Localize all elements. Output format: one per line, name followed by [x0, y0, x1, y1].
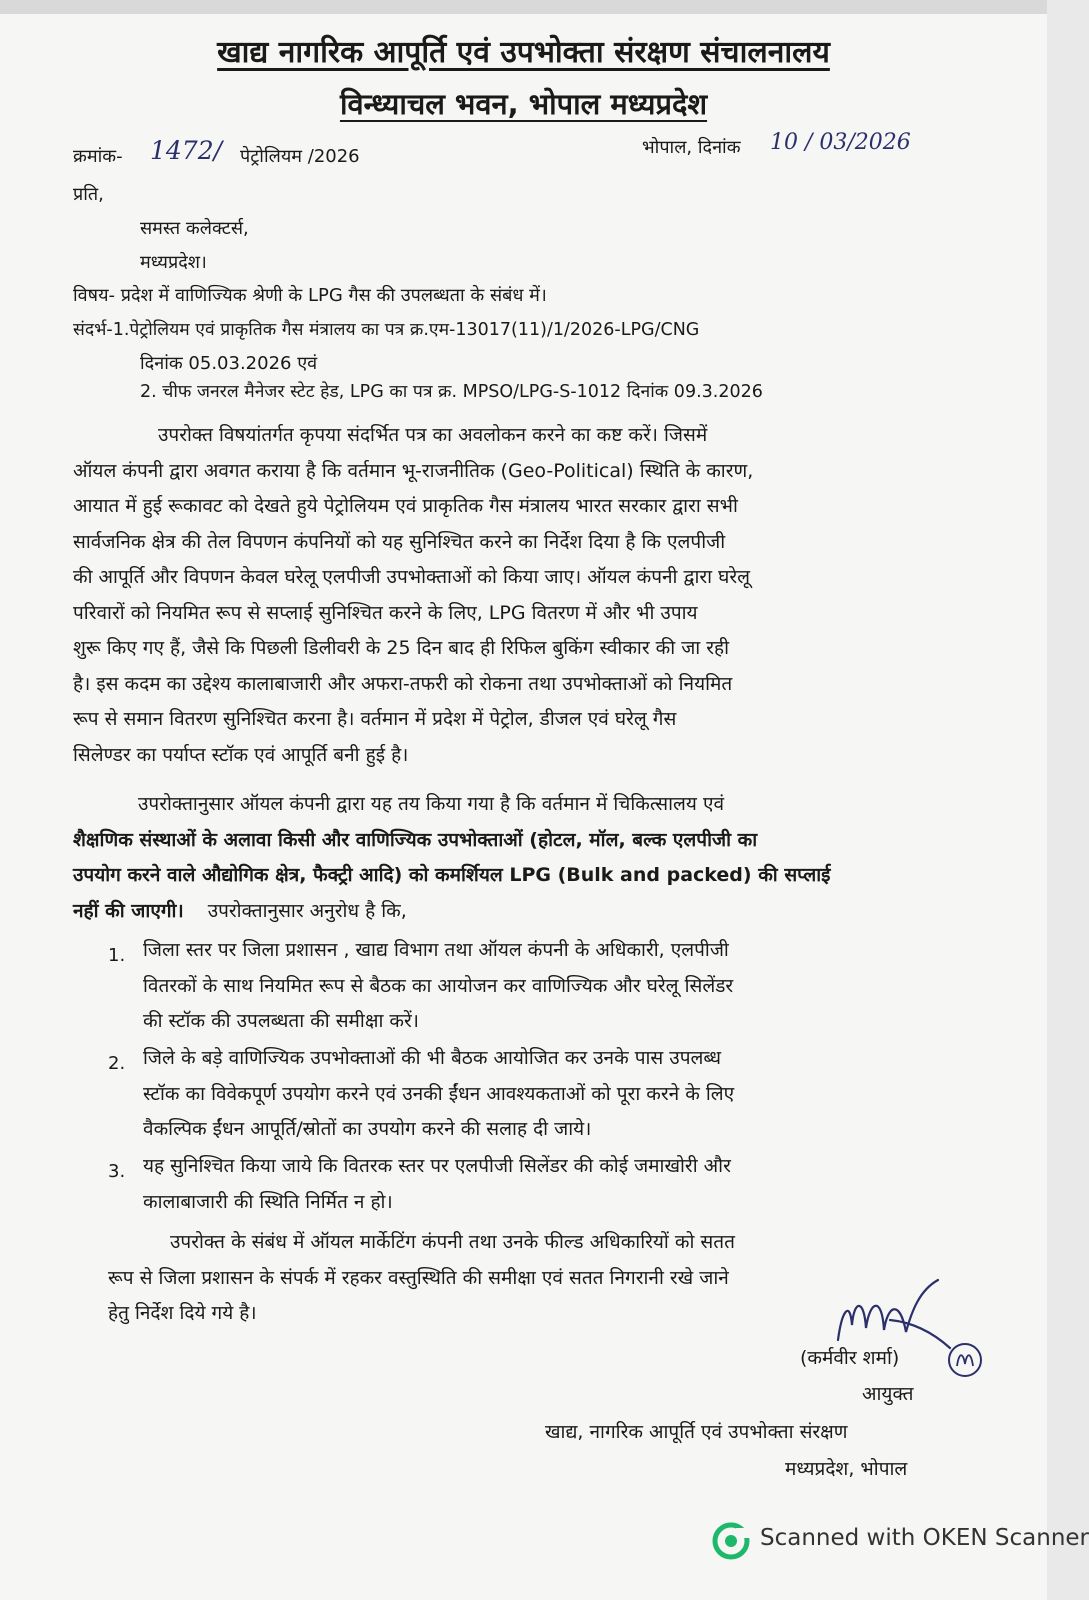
paragraph-line: ऑयल कंपनी द्वारा अवगत कराया है कि वर्तमान भू-राजनीतिक (Geo-Political) स्थिति के कारण,: [73, 459, 754, 482]
paragraph-1: [73, 418, 943, 773]
top-strip: [0, 0, 1047, 14]
paragraph-line: नहीं की जाएगी।: [73, 899, 184, 922]
list-item-line: जिले के बड़े वाणिज्यिक उपभोक्ताओं की भी बैठक आयोजित कर उनके पास उपलब्ध: [143, 1047, 722, 1069]
ref-label: क्रमांक-: [73, 146, 123, 167]
reference-line-1: संदर्भ-1.पेट्रोलियम एवं प्राकृतिक गैस मंत्रालय का पत्र क्र.एम-13017(11)/1/2026-LPG/CNG: [73, 320, 700, 340]
list-item-line: यह सुनिश्चित किया जाये कि वितरक स्तर पर एलपीजी सिलेंडर की कोई जमाखोरी और: [143, 1155, 731, 1177]
paragraph-3: [108, 1225, 943, 1332]
paragraph-line: है। इस कदम का उद्देश्य कालाबाजारी और अफरा-तफरी को रोकना तथा उपभोक्ताओं को नियमित: [73, 672, 733, 695]
date-value: 10 / 03/2026: [770, 130, 911, 155]
office-address: विन्ध्याचल भवन, भोपाल मध्यप्रदेश: [339, 87, 708, 121]
list-item-line: कालाबाजारी की स्थिति निर्मित न हो।: [143, 1190, 393, 1213]
paragraph-line: सार्वजनिक क्षेत्र की तेल विपणन कंपनियों को यह सुनिश्चित करने का निर्देश दिया है कि एलपीजी: [73, 530, 726, 553]
list-item-line: की स्टॉक की उपलब्धता की समीक्षा करें।: [143, 1010, 419, 1032]
paragraph-line: उपरोक्त विषयांतर्गत कृपया संदर्भित पत्र का अवलोकन करने का कष्ट करें। जिसमें: [158, 424, 708, 446]
signatory-name: (कर्मवीर शर्मा): [800, 1347, 900, 1369]
list-item-line: वितरकों के साथ नियमित रूप से बैठक का आयोजन कर वाणिज्यिक और घरेलू सिलेंडर: [143, 974, 734, 997]
date-label: भोपाल, दिनांक: [642, 137, 741, 158]
signatory-designation: आयुक्त: [862, 1383, 914, 1405]
paragraph-line: उपरोक्त के संबंध में ऑयल मार्केटिंग कंपनी तथा उनके फील्ड अधिकारियों को सतत: [170, 1231, 735, 1253]
office-title: खाद्य नागरिक आपूर्ति एवं उपभोक्ता संरक्षण संचालनालय: [217, 35, 830, 70]
list-item-line: जिला स्तर पर जिला प्रशासन , खाद्य विभाग तथा ऑयल कंपनी के अधिकारी, एलपीजी: [143, 939, 729, 961]
paragraph-line: परिवारों को नियमित रूप से सप्लाई सुनिश्चित करने के लिए, LPG वितरण में और भी उपाय: [73, 601, 698, 624]
list-item-1: [143, 933, 943, 1040]
office-name-line-1: खाद्य, नागरिक आपूर्ति एवं उपभोक्ता संरक्षण: [545, 1421, 848, 1443]
list-number: 1.: [108, 945, 126, 966]
list-item-2: [143, 1041, 943, 1148]
recipient-line2: मध्यप्रदेश।: [140, 252, 207, 273]
paragraph-line: हेतु निर्देश दिये गये है।: [108, 1302, 257, 1324]
list-number: 2.: [108, 1053, 126, 1074]
scanner-watermark-text: Scanned with OKEN Scanner: [760, 1525, 1089, 1551]
paragraph-line: उपरोक्तानुसार ऑयल कंपनी द्वारा यह तय किया गया है कि वर्तमान में चिकित्सालय एवं: [138, 793, 725, 815]
paragraph-line: उपयोग करने वाले औद्योगिक क्षेत्र, फैक्ट्री आदि) को कमर्शियल LPG (Bulk and packed) की सप्लाई: [73, 864, 831, 886]
paragraph-line: शुरू किए गए हैं, जैसे कि पिछली डिलीवरी के 25 दिन बाद ही रिफिल बुकिंग स्वीकार की जा रही: [73, 637, 730, 659]
initials-circle: [945, 1340, 985, 1380]
paragraph-line: सिलेण्डर का पर्याप्त स्टॉक एवं आपूर्ति बनी हुई है।: [73, 743, 409, 766]
subject-line: विषय- प्रदेश में वाणिज्यिक श्रेणी के LPG गैस की उपलब्धता के संबंध में।: [73, 285, 547, 306]
list-item-line: वैकल्पिक ईंधन आपूर्ति/स्रोतों का उपयोग करने की सलाह दी जाये।: [143, 1118, 592, 1140]
recipient-line1: समस्त कलेक्टर्स,: [140, 218, 249, 239]
reference-line-2: दिनांक 05.03.2026 एवं: [140, 353, 318, 374]
paragraph-2: [73, 787, 943, 929]
paragraph-line: शैक्षणिक संस्थाओं के अलावा किसी और वाणिज्यिक उपभोक्ताओं (होटल, मॉल, बल्क एलपीजी का: [73, 828, 758, 851]
paragraph-line: की आपूर्ति और विपणन केवल घरेलू एलपीजी उपभोक्ताओं को किया जाए। ऑयल कंपनी द्वारा घरेलू: [73, 566, 750, 588]
scanner-logo-icon: [712, 1522, 750, 1560]
paragraph-line: आयात में हुई रूकावट को देखते हुये पेट्रोलियम एवं प्राकृतिक गैस मंत्रालय भारत सरकार द्वारा सभी: [73, 495, 738, 517]
list-number: 3.: [108, 1161, 126, 1182]
office-name-line-2: मध्यप्रदेश, भोपाल: [785, 1458, 908, 1480]
list-item-line: स्टॉक का विवेकपूर्ण उपयोग करने एवं उनकी ईंधन आवश्यकताओं को पूरा करने के लिए: [143, 1082, 735, 1105]
ref-number: 1472/: [150, 136, 223, 165]
recipient-to: प्रति,: [73, 184, 104, 205]
request-intro: उपरोक्तानुसार अनुरोध है कि,: [207, 899, 407, 922]
paragraph-line: रूप से समान वितरण सुनिश्चित करना है। वर्तमान में प्रदेश में पेट्रोल, डीजल एवं घरेलू गैस: [73, 708, 677, 730]
reference-line-3: 2. चीफ जनरल मैनेजर स्टेट हेड, LPG का पत्र क्र. MPSO/LPG-S-1012 दिनांक 09.3.2026: [140, 382, 763, 402]
ref-suffix: पेट्रोलियम /2026: [240, 146, 360, 167]
list-item-3: [143, 1149, 943, 1220]
paragraph-line: रूप से जिला प्रशासन के संपर्क में रहकर वस्तुस्थिति की समीक्षा एवं सतत निगरानी रखे जाने: [108, 1266, 729, 1289]
